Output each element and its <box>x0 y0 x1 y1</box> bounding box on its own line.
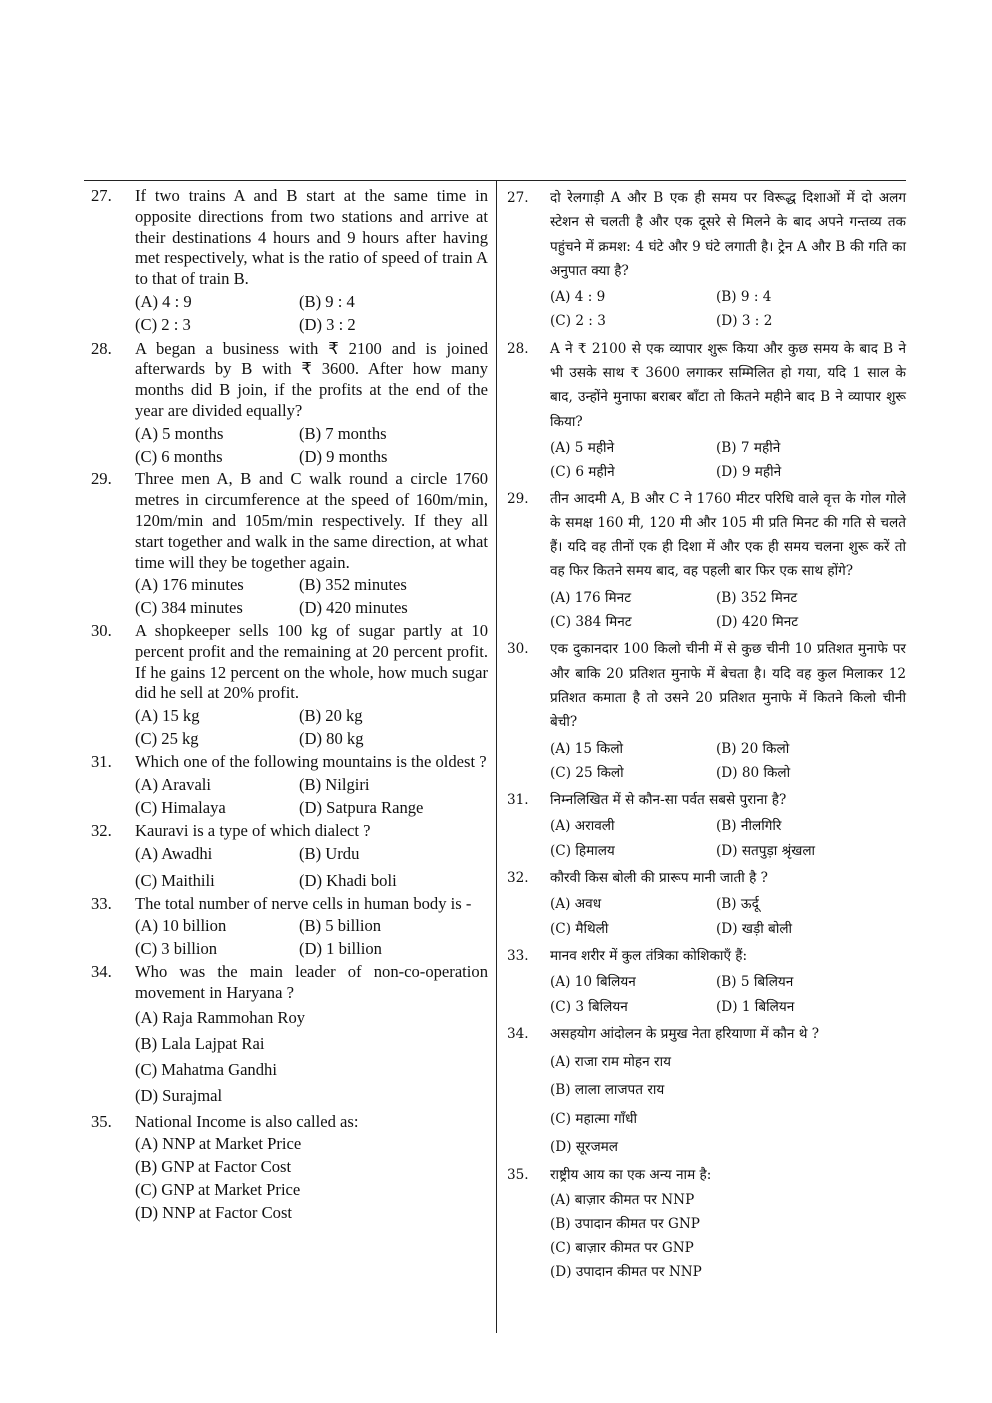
option-b: (B) 5 billion <box>299 916 382 936</box>
option-b: (B) 352 मिनट <box>716 589 798 606</box>
question-31 <box>88 752 488 819</box>
question-number: 34. <box>507 1025 529 1042</box>
question-text: निम्नलिखित में से कौन-सा पर्वत सबसे पुराना है? <box>550 792 787 809</box>
options <box>550 814 906 863</box>
english-column <box>88 186 488 1226</box>
options <box>550 586 906 635</box>
option-b: (B) Urdu <box>299 843 360 863</box>
option-c: (C) Mahatma Gandhi <box>135 1060 277 1080</box>
question-number: 27. <box>507 190 529 206</box>
option-d: (D) सूरजमल <box>550 1138 619 1155</box>
option-a: (A) 10 बिलियन <box>550 974 636 991</box>
option-c: (C) महात्मा गाँधी <box>550 1110 638 1127</box>
option-a: (A) NNP at Market Price <box>135 1134 302 1154</box>
question-text: Kauravi is a type of which dialect ? <box>135 821 371 841</box>
question-text: A ने ₹ 2100 से एक व्यापार शुरू किया और कुछ समय के बाद B ने भी उसके साथ ₹ 3600 लगाकर सम्मिलित हो गया, यदि 1 साल के बाद, उन्होंने मुनाफा बराबर बाँटा तो कितने महीने बाद B ने व्यापार शुरू किया? <box>550 340 906 430</box>
options <box>135 1134 488 1223</box>
options <box>135 844 488 892</box>
option-b: (B) 20 kg <box>299 706 363 726</box>
option-c: (C) 6 महीने <box>550 464 615 481</box>
option-c: (C) मैथिली <box>550 920 609 937</box>
option-b: (B) 9 : 4 <box>299 291 355 311</box>
option-d: (D) 9 महीने <box>716 464 782 481</box>
option-a: (A) अरावली <box>550 818 615 835</box>
option-c: (C) 6 months <box>135 446 223 466</box>
option-d: (D) 80 kg <box>299 728 364 748</box>
option-a: (A) 10 billion <box>135 916 227 936</box>
option-a: (A) 15 किलो <box>550 740 624 757</box>
question-text: Three men A, B and C walk round a circle 1760 metres in circumference at the speed of 160m/min, 120m/min and 105m/min respectively. If they all start together and walk in the same direction, at what time will they be together again. <box>135 469 488 572</box>
option-c: (C) Maithili <box>135 870 215 890</box>
question-32 <box>504 866 906 941</box>
option-c: (C) 3 billion <box>135 939 218 959</box>
question-number: 32. <box>507 870 529 887</box>
options <box>550 892 906 941</box>
question-text: If two trains A and B start at the same time in opposite directions from two stations and arrive at their destinations 4 hours and 9 hours after having met respectively, what is the ratio of speed of train A to that of train B. <box>135 186 488 289</box>
question-text: असहयोग आंदोलन के प्रमुख नेता हरियाणा में कौन थे ? <box>550 1025 820 1042</box>
question-number: 32. <box>91 821 112 841</box>
options <box>135 575 488 619</box>
options <box>135 775 488 820</box>
options <box>550 1050 906 1159</box>
option-c: (C) GNP at Market Price <box>135 1180 301 1200</box>
options <box>135 424 488 468</box>
question-text: मानव शरीर में कुल तंत्रिका कोशिकाएँ हैं: <box>550 947 748 964</box>
question-number: 27. <box>91 186 112 205</box>
question-text: तीन आदमी A, B और C ने 1760 मीटर परिधि वाले वृत्त के गोल गोले के समक्ष 160 मी, 120 मी और 105 मी प्रति मिनट की गति से चलते हैं। यदि वह तीनों एक ही दिशा में और एक ही समय चलना शुरू करें तो वह फिर कितने समय बाद, वह पहली बार फिर एक साथ होंगे? <box>550 490 906 580</box>
question-35 <box>88 1112 488 1224</box>
option-c: (C) 25 किलो <box>550 764 624 781</box>
question-27 <box>504 186 906 334</box>
question-text: Which one of the following mountains is the oldest ? <box>135 751 487 771</box>
option-a: (A) अवध <box>550 896 602 913</box>
option-c: (C) 2 : 3 <box>135 314 191 334</box>
question-number: 31. <box>91 751 112 771</box>
question-number: 30. <box>507 641 529 658</box>
option-b: (B) 7 months <box>299 423 387 443</box>
question-number: 31. <box>507 792 529 809</box>
option-b: (B) 352 minutes <box>299 575 407 595</box>
question-28 <box>88 339 488 468</box>
option-a: (A) 15 kg <box>135 706 200 726</box>
question-number: 35. <box>507 1167 529 1184</box>
question-35 <box>504 1163 906 1284</box>
question-number: 34. <box>91 961 112 981</box>
option-c: (C) 2 : 3 <box>550 313 606 330</box>
option-c: (C) 384 मिनट <box>550 614 632 631</box>
option-a: (A) 176 minutes <box>135 575 244 595</box>
option-d: (D) सतपुड़ा श्रृंखला <box>716 842 816 859</box>
options <box>135 916 488 960</box>
question-text: The total number of nerve cells in human body is - <box>135 893 472 913</box>
question-number: 33. <box>91 893 112 913</box>
column-divider <box>496 181 497 1333</box>
question-30 <box>88 621 488 750</box>
option-d: (D) Khadi boli <box>299 870 397 890</box>
question-27 <box>88 186 488 336</box>
question-33 <box>504 944 906 1019</box>
options <box>550 1188 906 1285</box>
option-a: (A) 5 महीने <box>550 439 615 456</box>
question-text: राष्ट्रीय आय का एक अन्य नाम है: <box>550 1167 712 1184</box>
question-30 <box>504 637 906 785</box>
question-text: Who was the main leader of non-co-operation movement in Haryana ? <box>135 961 488 1002</box>
option-d: (D) 3 : 2 <box>716 313 773 330</box>
question-number: 35. <box>91 1111 112 1131</box>
option-a: (A) 4 : 9 <box>135 291 192 311</box>
question-number: 29. <box>507 490 529 507</box>
option-b: (B) लाला लाजपत राय <box>550 1082 665 1099</box>
question-text: कौरवी किस बोली की प्रारूप मानी जाती है ? <box>550 870 768 887</box>
option-d: (D) 420 minutes <box>299 598 408 618</box>
option-d: (D) 80 किलो <box>716 764 791 781</box>
question-34 <box>88 962 488 1107</box>
options <box>135 1008 488 1106</box>
question-31 <box>504 788 906 863</box>
option-b: (B) उपादान कीमत पर GNP <box>550 1215 700 1232</box>
option-b: (B) 7 महीने <box>716 439 781 456</box>
option-c: (C) 25 kg <box>135 728 199 748</box>
option-b: (B) Nilgiri <box>299 774 370 794</box>
option-d: (D) उपादान कीमत पर NNP <box>550 1264 702 1281</box>
question-number: 33. <box>507 947 529 964</box>
option-c: (C) 384 minutes <box>135 598 243 618</box>
option-b: (B) GNP at Factor Cost <box>135 1157 292 1177</box>
question-text: A shopkeeper sells 100 kg of sugar partly at 10 percent profit and the remaining at 20 percent profit. If he gains 12 percent on the whole, how much sugar did he sell at 20% profit. <box>135 620 488 703</box>
question-28 <box>504 337 906 485</box>
option-d: (D) Surajmal <box>135 1085 223 1105</box>
option-b: (B) Lala Lajpat Rai <box>135 1034 265 1054</box>
options <box>550 970 906 1019</box>
question-text: दो रेलगाड़ी A और B एक ही समय पर विरूद्ध दिशाओं में दो अलग स्टेशन से चलती है और एक दूसरे से मिलने के बाद अपने गन्तव्य तक पहुंचने में क्रमश: 4 घंटे और 9 घंटे लगाती है। ट्रेन A और B की गति का अनुपात क्या है? <box>550 190 906 279</box>
option-a: (A) Aravali <box>135 774 212 794</box>
option-d: (D) 420 मिनट <box>716 614 799 631</box>
question-number: 28. <box>507 340 529 357</box>
question-text: एक दुकानदार 100 किलो चीनी में से कुछ चीनी 10 प्रतिशत मुनाफे पर और बाकि 20 प्रतिशत मुनाफे में बेचता है। यदि वह कुल मिलाकर 12 प्रतिशत कमाता है तो उसने 20 प्रतिशत मुनाफे में कितने किलो चीनी बेची? <box>550 641 906 731</box>
question-text: National Income is also called as: <box>135 1111 359 1131</box>
hindi-column <box>504 186 906 1285</box>
option-c: (C) Himalaya <box>135 798 226 818</box>
question-34 <box>504 1022 906 1159</box>
option-a: (A) Awadhi <box>135 843 213 863</box>
question-number: 28. <box>91 338 112 358</box>
options <box>550 436 906 485</box>
option-d: (D) 9 months <box>299 446 388 466</box>
option-a: (A) 176 मिनट <box>550 589 632 606</box>
option-a: (A) राजा राम मोहन राय <box>550 1054 671 1071</box>
option-b: (B) नीलगिरि <box>716 818 782 835</box>
option-b: (B) 20 किलो <box>716 740 790 757</box>
question-33 <box>88 894 488 960</box>
options <box>550 285 906 334</box>
option-b: (B) 5 बिलियन <box>716 974 794 991</box>
option-d: (D) 3 : 2 <box>299 314 356 334</box>
question-29 <box>88 469 488 619</box>
option-a: (A) बाज़ार कीमत पर NNP <box>550 1191 695 1208</box>
options <box>135 292 488 336</box>
option-b: (B) ऊर्दू <box>716 896 759 913</box>
question-text: A began a business with ₹ 2100 and is joined afterwards by B with ₹ 3600. After how many months did B join, if the profits at the end of the year are divided equally? <box>135 338 488 420</box>
option-c: (C) 3 बिलियन <box>550 998 628 1015</box>
question-number: 29. <box>91 469 112 489</box>
top-rule <box>84 180 906 181</box>
option-c: (C) हिमालय <box>550 842 615 859</box>
option-a: (A) Raja Rammohan Roy <box>135 1008 306 1028</box>
option-c: (C) बाज़ार कीमत पर GNP <box>550 1240 694 1257</box>
option-d: (D) 1 बिलियन <box>716 998 795 1015</box>
option-d: (D) Satpura Range <box>299 798 424 818</box>
question-number: 30. <box>91 620 112 640</box>
options <box>550 737 906 786</box>
question-32 <box>88 821 488 891</box>
option-a: (A) 4 : 9 <box>550 289 606 306</box>
options <box>135 706 488 750</box>
option-b: (B) 9 : 4 <box>716 289 772 306</box>
option-d: (D) 1 billion <box>299 939 382 959</box>
option-a: (A) 5 months <box>135 423 224 443</box>
option-d: (D) खड़ी बोली <box>716 920 793 937</box>
option-d: (D) NNP at Factor Cost <box>135 1202 293 1222</box>
question-29 <box>504 487 906 635</box>
